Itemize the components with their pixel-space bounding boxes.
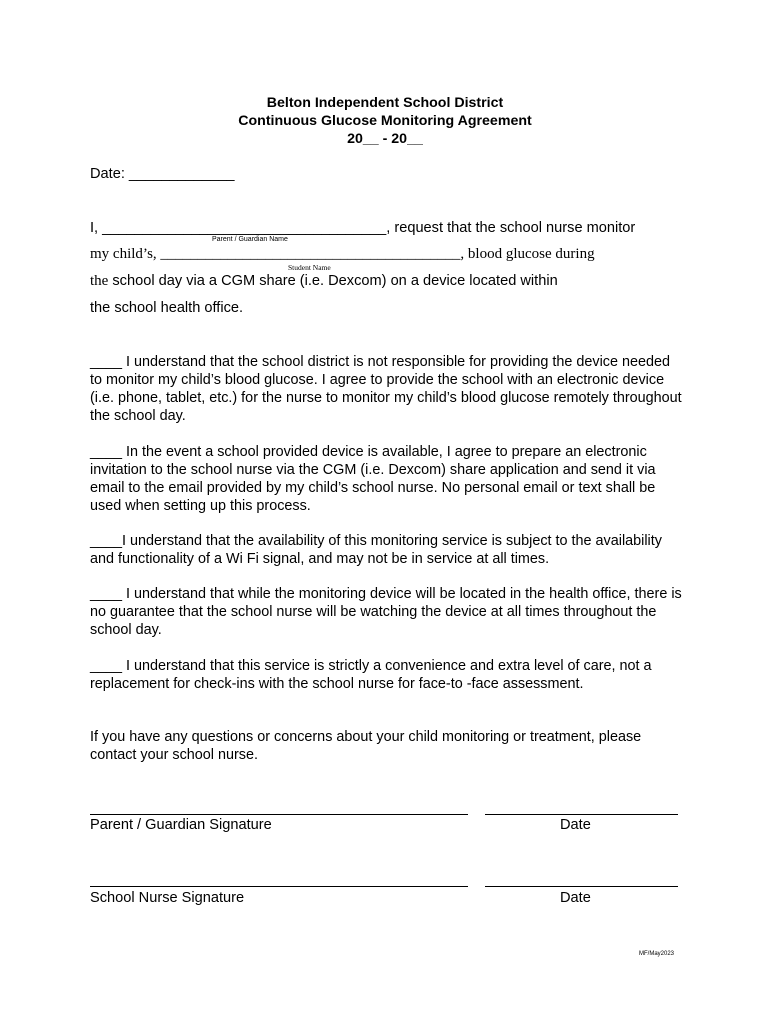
district-name: Belton Independent School District bbox=[266, 95, 504, 111]
nurse-date-label: Date bbox=[560, 890, 591, 906]
agreement-share-invitation[interactable]: ____ In the event a school provided device is available, I agree to prepare an electronic invitation to the school nurse via the CGM (i.e. Dexcom) share application and send it via email to the email provided by my child’s school nurse. No personal email or text shall be used when setting up this process. bbox=[90, 444, 656, 514]
form-title: Continuous Glucose Monitoring Agreement bbox=[238, 113, 532, 129]
agreement-wifi-availability[interactable]: ____I understand that the availability of this monitoring service is subject to the availability and functionality of a Wi Fi signal, and may not be in service at all times. bbox=[90, 533, 662, 567]
student-name-caption: Student Name bbox=[288, 263, 331, 272]
date-field[interactable]: Date: _____________ bbox=[90, 166, 235, 182]
parent-date-label: Date bbox=[560, 817, 591, 833]
parent-name-field[interactable]: I, ___________________________________, request that the school nurse monitor bbox=[90, 220, 636, 236]
questions-note: If you have any questions or concerns about your child monitoring or treatment, please contact your school nurse. bbox=[90, 729, 642, 763]
nurse-signature-label: School Nurse Signature bbox=[90, 890, 245, 906]
nurse-date-line[interactable] bbox=[485, 886, 678, 887]
agreement-convenience[interactable]: ____ I understand that this service is strictly a convenience and extra level of care, not a replacement for check-ins with the school nurse for face-to -face assessment. bbox=[90, 658, 652, 692]
parent-signature-label: Parent / Guardian Signature bbox=[90, 817, 272, 833]
student-name-field[interactable]: my child’s, ________________________________________, blood glucose during bbox=[90, 246, 595, 262]
request-line-3-start: the bbox=[90, 273, 109, 289]
request-line-3-rest: school day via a CGM share (i.e. Dexcom) on a device located within bbox=[108, 273, 558, 289]
parent-date-line[interactable] bbox=[485, 814, 678, 815]
request-line-4: the school health office. bbox=[90, 300, 244, 316]
agreement-device-provision[interactable]: ____ I understand that the school district is not responsible for providing the device needed to monitor my child’s blood glucose. I agree to provide the school with an electronic device (i.e. phone, tablet, etc.) for the nurse to monitor my child’s blood glucose remotely throughout the school day. bbox=[90, 354, 682, 424]
parent-signature-line[interactable] bbox=[90, 814, 468, 815]
agreement-no-guarantee[interactable]: ____ I understand that while the monitoring device will be located in the health office, there is no guarantee that the school nurse will be watching the device at all times throughout the school day. bbox=[90, 586, 682, 638]
nurse-signature-line[interactable] bbox=[90, 886, 468, 887]
form-version-code: MF/May2023 bbox=[639, 951, 675, 957]
request-line-3 bbox=[90, 273, 558, 290]
parent-name-caption: Parent / Guardian Name bbox=[212, 236, 288, 243]
school-year: 20__ - 20__ bbox=[347, 131, 423, 147]
